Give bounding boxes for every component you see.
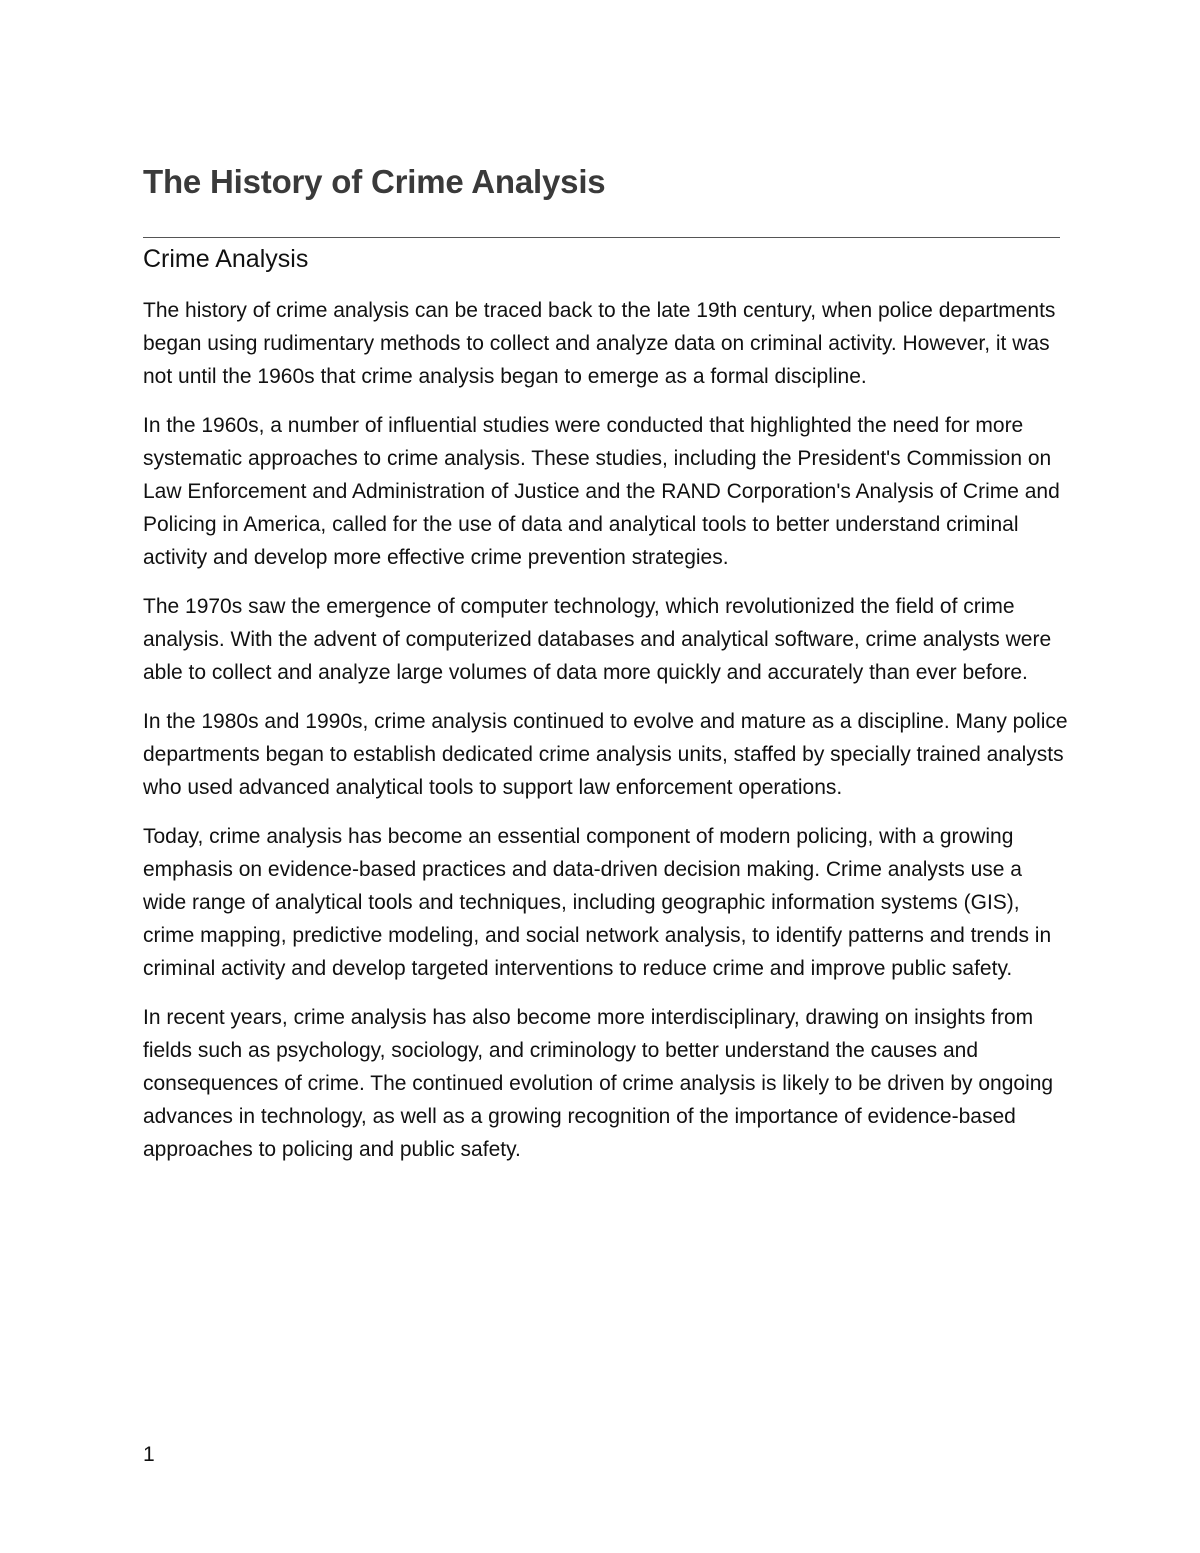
paragraph-6: In recent years, crime analysis has also become more interdisciplinary, drawing on insights from fields such as psychology, sociology, and criminology to better understand the causes and consequences of crime. The continued evolution of crime analysis is likely to be driven by ongoing advances in technology, as well as a growing recognition of the importance of evidence-based approaches to policing and public safety. bbox=[143, 1006, 1054, 1161]
title-divider bbox=[143, 237, 1060, 238]
paragraph-5: Today, crime analysis has become an essential component of modern policing, with a growing emphasis on evidence-based practices and data-driven decision making. Crime analysts use a wide range of analytical tools and techniques, including geographic information systems (GIS), crime mapping, predictive modeling, and social network analysis, to identify patterns and trends in criminal activity and develop targeted interventions to reduce crime and improve public safety. bbox=[143, 825, 1052, 980]
document-title: The History of Crime Analysis bbox=[143, 163, 606, 200]
paragraph-4: In the 1980s and 1990s, crime analysis continued to evolve and mature as a discipline. Many police departments began to establish dedicated crime analysis units, staffed by specially trained analysts who used advanced analytical tools to support law enforcement operations. bbox=[143, 710, 1068, 799]
paragraph-2: In the 1960s, a number of influential studies were conducted that highlighted the need for more systematic approaches to crime analysis. These studies, including the President's Commission on Law Enforcement and Administration of Justice and the RAND Corporation's Analysis of Crime and Policing in America, called for the use of data and analytical tools to better understand criminal activity and develop more effective crime prevention strategies. bbox=[143, 414, 1060, 569]
paragraph-3: The 1970s saw the emergence of computer technology, which revolutionized the field of crime analysis. With the advent of computerized databases and analytical software, crime analysts were able to collect and analyze large volumes of data more quickly and accurately than ever before. bbox=[143, 595, 1052, 684]
section-heading: Crime Analysis bbox=[143, 245, 309, 273]
paragraph-1: The history of crime analysis can be traced back to the late 19th century, when police departments began using rudimentary methods to collect and analyze data on criminal activity. However, it was not until the 1960s that crime analysis began to emerge as a formal discipline. bbox=[143, 299, 1056, 388]
document-body bbox=[143, 294, 1068, 1182]
page-number: 1 bbox=[143, 1443, 155, 1466]
